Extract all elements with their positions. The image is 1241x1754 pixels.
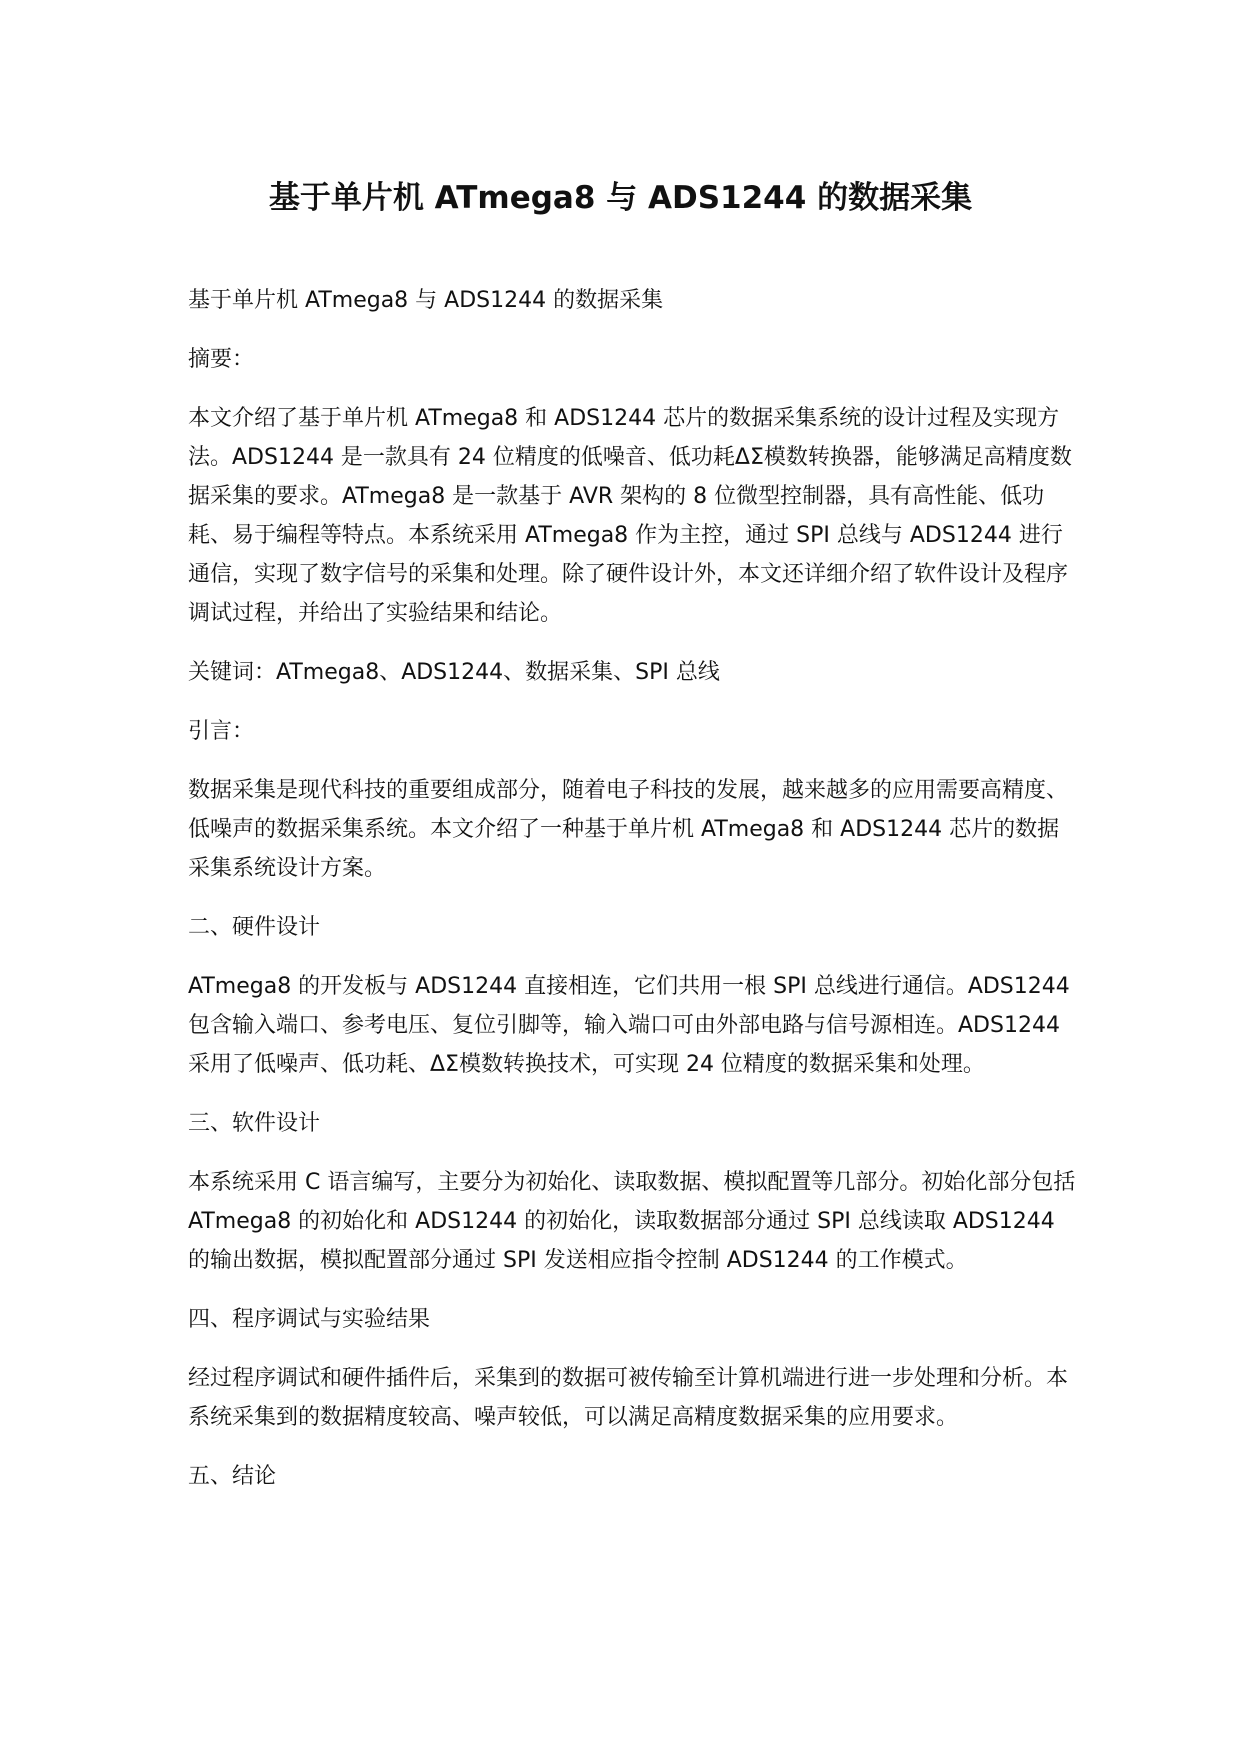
software-paragraph: 本系统采用 C 语言编写，主要分为初始化、读取数据、模拟配置等几部分。初始化部分包括 ATmega8 的初始化和 ADS1244 的初始化，读取数据部分通过 SPI 总线读取 ADS1244 的输出数据，模拟配置部分通过 SPI 发送相应指令控制 ADS1244 的工作模式。 xyxy=(188,1170,1076,1273)
document-title: 基于单片机 ATmega8 与 ADS1244 的数据采集 xyxy=(268,180,973,216)
software-heading: 三、软件设计 xyxy=(188,1111,321,1136)
conclusion-heading: 五、结论 xyxy=(188,1464,277,1489)
subtitle-paragraph: 基于单片机 ATmega8 与 ADS1244 的数据采集 xyxy=(188,288,664,313)
abstract-paragraph: 本文介绍了基于单片机 ATmega8 和 ADS1244 芯片的数据采集系统的设计过程及实现方法。ADS1244 是一款具有 24 位精度的低噪音、低功耗ΔΣ模数转换器，能够满足高精度数据采集的要求。ATmega8 是一款基于 AVR 架构的 8 位微型控制器，具有高性能、低功耗、易于编程等特点。本系统采用 ATmega8 作为主控，通过 SPI 总线与 ADS1244 进行通信，实现了数字信号的采集和处理。除了硬件设计外，本文还详细介绍了软件设计及程序调试过程，并给出了实验结果和结论。 xyxy=(188,406,1072,626)
hardware-paragraph: ATmega8 的开发板与 ADS1244 直接相连，它们共用一根 SPI 总线进行通信。ADS1244 包含输入端口、参考电压、复位引脚等，输入端口可由外部电路与信号源相连。ADS1244 采用了低噪声、低功耗、ΔΣ模数转换技术，可实现 24 位精度的数据采集和处理。 xyxy=(188,974,1070,1077)
hardware-heading: 二、硬件设计 xyxy=(188,915,321,940)
abstract-heading: 摘要： xyxy=(188,347,255,372)
introduction-heading: 引言： xyxy=(188,719,255,744)
keywords-paragraph: 关键词：ATmega8、ADS1244、数据采集、SPI 总线 xyxy=(188,660,720,685)
debug-results-heading: 四、程序调试与实验结果 xyxy=(188,1307,431,1332)
debug-results-paragraph: 经过程序调试和硬件插件后，采集到的数据可被传输至计算机端进行进一步处理和分析。本系统采集到的数据精度较高、噪声较低，可以满足高精度数据采集的应用要求。 xyxy=(188,1366,1069,1430)
document-body xyxy=(188,281,1078,1516)
introduction-paragraph: 数据采集是现代科技的重要组成部分，随着电子科技的发展，越来越多的应用需要高精度、低噪声的数据采集系统。本文介绍了一种基于单片机 ATmega8 和 ADS1244 芯片的数据采集系统设计方案。 xyxy=(188,778,1069,881)
